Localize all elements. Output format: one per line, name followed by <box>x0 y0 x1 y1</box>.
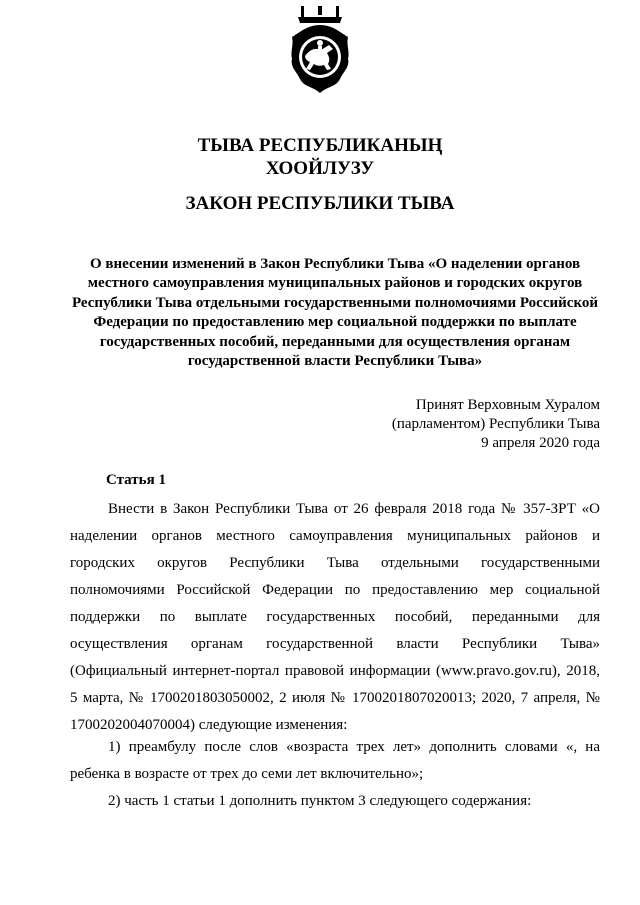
adoption-line-1: Принят Верховным Хуралом <box>415 397 600 413</box>
adoption-date: 9 апреля 2020 года <box>481 435 600 451</box>
adoption-line-2: (парламентом) Республики Тыва <box>391 416 600 432</box>
article-item-2: 2) часть 1 статьи 1 дополнить пунктом 3 следующего содержания: <box>108 793 532 809</box>
header-line-tuvan: ТЫВА РЕСПУБЛИКАНЫҢ <box>197 135 443 156</box>
law-title: ЗАКОН РЕСПУБЛИКИ ТЫВА <box>185 193 455 214</box>
article-intro-paragraph: Внести в Закон Республики Тыва от 26 февраля 2018 года № 357-ЗРТ «О наделении органов местного самоуправления муниципальных районов и городских округов Республики Тыва отдельными государственными полномочиями Российской Федерации по предоставлению мер социальной поддержки по выплате государственных пособий, переданными для осуществления органам государственной власти Республики Тыва» (Официальный интернет-портал правовой информации (www.pravo.gov.ru), 2018, 5 марта, № 1700201803050002, 2 июля № 1700201807020013; 2020, 7 апреля, № 1700202004070004) следующие изменения: <box>70 501 600 733</box>
adoption-note <box>392 396 600 453</box>
article-item-1: 1) преамбулу после слов «возраста трех лет» дополнить словами «, на ребенка в возрасте от трех до семи лет включительно»; <box>70 739 600 782</box>
article-title: Статья 1 <box>106 472 166 488</box>
header-line-tuvan-2: ХООЙЛУЗУ <box>265 158 375 179</box>
coat-of-arms-emblem <box>288 6 352 104</box>
law-subject: О внесении изменений в Закон Республики Тыва «О наделении органов местного самоуправления муниципальных районов и городских округов Республики Тыва отдельными государственными полномочиями Российской Федерации по предоставлению мер социальной поддержки по выплате государственных пособий, переданными для осуществления органам государственной власти Республики Тыва» <box>71 256 599 370</box>
